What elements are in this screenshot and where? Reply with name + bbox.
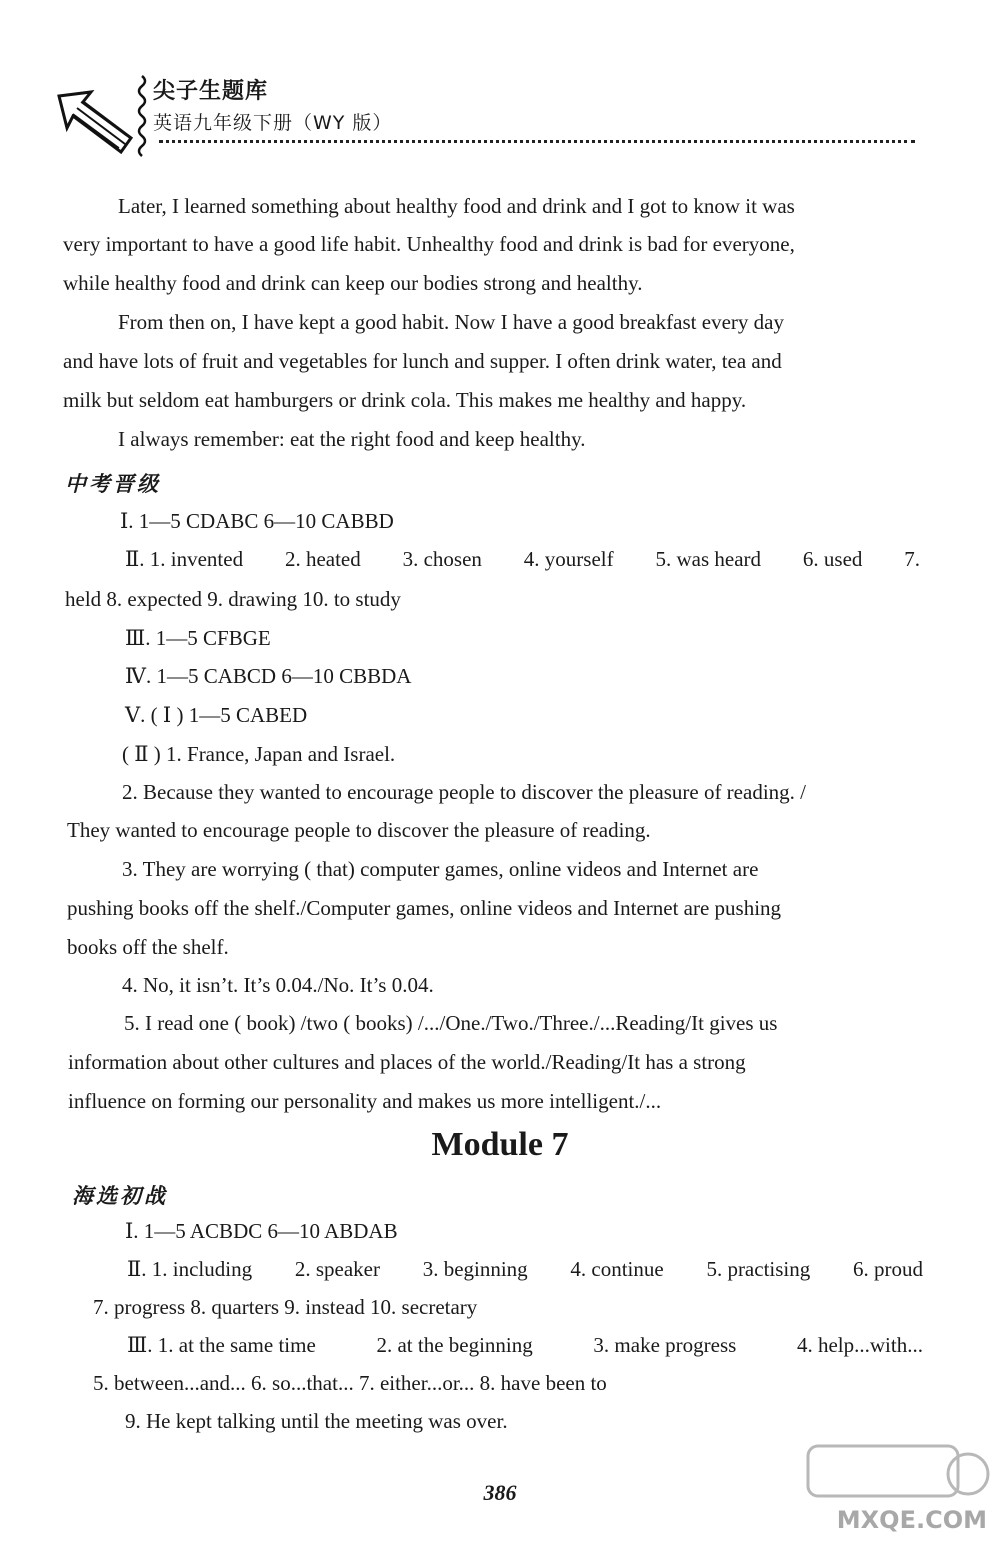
answer-ii-item: 4. yourself [523, 547, 614, 571]
module-answer-iii-item: 2. at the beginning [376, 1333, 533, 1357]
answer-ii-item: 7. [904, 547, 920, 571]
answer-q3-line-1: 3. They are worrying ( that) computer games, online videos and Internet are [122, 857, 759, 881]
module-answer-ii-item: 2. speaker [294, 1257, 380, 1281]
answer-q2-line-1: 2. Because they wanted to encourage people to discover the pleasure of reading. / [122, 780, 806, 804]
answer-ii-line-1 [125, 549, 920, 570]
book-subtitle: 英语九年级下册（WY 版） [153, 112, 393, 134]
answer-v-1: Ⅴ. ( Ⅰ ) 1—5 CABED [125, 703, 308, 727]
book-header [55, 70, 925, 170]
module-answer-ii-item: Ⅱ. 1. including [127, 1257, 253, 1281]
squiggle-divider-icon [135, 74, 149, 164]
module-answer-iii-line-1 [127, 1335, 923, 1356]
module-answer-ii-item: 3. beginning [422, 1257, 528, 1281]
module-answer-ii-line-2: 7. progress 8. quarters 9. instead 10. secretary [93, 1295, 478, 1319]
watermark-logo [768, 1440, 993, 1540]
watermark-emblem-icon [768, 1440, 993, 1510]
paragraph-1-line-2: very important to have a good life habit. Unhealthy food and drink is bad for everyone, [63, 232, 795, 256]
book-title: 尖子生题库 [153, 79, 269, 104]
answer-i: Ⅰ. 1—5 CDABC 6—10 CABBD [120, 509, 394, 533]
paragraph-1-line-1: Later, I learned something about healthy food and drink and I got to know it was [118, 194, 795, 218]
answer-ii-item: 6. used [802, 547, 863, 571]
answer-ii-item: Ⅱ. 1. invented [125, 547, 244, 571]
answer-q2-line-2: They wanted to encourage people to discover the pleasure of reading. [67, 818, 651, 842]
module-answer-iii-line-2: 5. between...and... 6. so...that... 7. either...or... 8. have been to [93, 1371, 607, 1395]
section-heading-zhongkao: 中考晋级 [65, 472, 161, 496]
module-answer-ii-item: 5. practising [706, 1257, 811, 1281]
page-number: 386 [483, 1480, 517, 1505]
module-title: Module 7 [431, 1126, 569, 1163]
module-answer-ii-item: 4. continue [570, 1257, 664, 1281]
answer-v-2: ( Ⅱ ) 1. France, Japan and Israel. [122, 742, 396, 766]
answer-q4: 4. No, it isn’t. It’s 0.04./No. It’s 0.04. [122, 973, 434, 997]
answer-iii: Ⅲ. 1—5 CFBGE [125, 626, 271, 650]
paragraph-2-line-3: milk but seldom eat hamburgers or drink cola. This makes me healthy and happy. [63, 388, 747, 412]
answer-ii-item: 5. was heard [655, 547, 762, 571]
answer-q5-line-2: information about other cultures and places of the world./Reading/It has a strong [68, 1050, 746, 1074]
module-answer-iii-item: 3. make progress [593, 1333, 737, 1357]
answer-q3-line-3: books off the shelf. [67, 935, 229, 959]
module-answer-q9: 9. He kept talking until the meeting was over. [125, 1409, 508, 1433]
module-answer-iii-item: 4. help...with... [796, 1333, 923, 1357]
answer-ii-item: 3. chosen [402, 547, 482, 571]
module-answer-i: Ⅰ. 1—5 ACBDC 6—10 ABDAB [125, 1219, 398, 1243]
answer-q3-line-2: pushing books off the shelf./Computer games, online videos and Internet are pushing [67, 896, 782, 920]
answer-q5-line-3: influence on forming our personality and makes us more intelligent./... [68, 1089, 662, 1113]
module-answer-ii-line-1 [127, 1259, 923, 1280]
paragraph-1-line-3: while healthy food and drink can keep our bodies strong and healthy. [63, 271, 643, 295]
answer-iv: Ⅳ. 1—5 CABCD 6—10 CBBDA [125, 664, 412, 688]
module-answer-ii-item: 6. proud [852, 1257, 923, 1281]
arrow-logo-icon [55, 88, 135, 158]
module-answer-iii-item: Ⅲ. 1. at the same time [127, 1333, 316, 1357]
paragraph-2-line-2: and have lots of fruit and vegetables for lunch and supper. I often drink water, tea and [63, 349, 782, 373]
header-divider [159, 140, 915, 143]
paragraph-3: I always remember: eat the right food and keep healthy. [118, 427, 586, 451]
answer-ii-line-2: held 8. expected 9. drawing 10. to study [65, 587, 401, 611]
paragraph-2-line-1: From then on, I have kept a good habit. Now I have a good breakfast every day [118, 310, 784, 334]
watermark-text: MXQE.COM [836, 1506, 987, 1534]
section-heading-haixuan: 海选初战 [72, 1184, 168, 1208]
answer-q5-line-1: 5. I read one ( book) /two ( books) /.../One./Two./Three./...Reading/It gives us [124, 1011, 778, 1035]
answer-ii-item: 2. heated [284, 547, 361, 571]
